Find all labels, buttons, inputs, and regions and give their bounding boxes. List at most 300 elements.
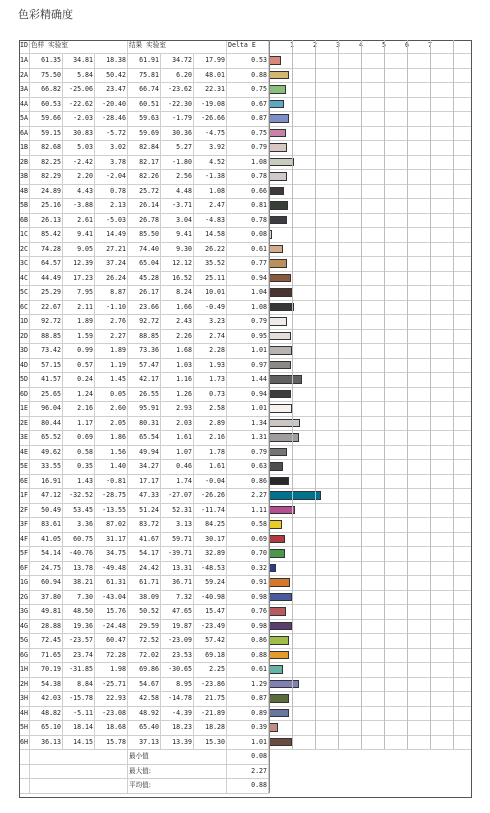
result-lab-value: 14.58: [194, 227, 227, 242]
sample-lab-value: 30.83: [63, 126, 95, 141]
result-lab-value: 3.04: [161, 213, 194, 228]
sample-lab-value: 3.02: [95, 140, 128, 155]
sample-lab-value: 26.13: [30, 213, 63, 228]
result-lab-value: 0.73: [194, 387, 227, 402]
patch-id: 1D: [19, 314, 30, 329]
sample-lab-value: -40.76: [63, 546, 95, 561]
sample-lab-value: 9.05: [63, 242, 95, 257]
delta-e-value: 1.01: [227, 401, 269, 416]
result-lab-value: -30.65: [161, 662, 194, 677]
table-row: [19, 53, 472, 69]
sample-lab-value: 65.10: [30, 720, 63, 735]
sample-lab-value: 73.42: [30, 343, 63, 358]
result-lab-value: 34.27: [128, 459, 161, 474]
result-lab-value: 59.71: [161, 532, 194, 547]
result-lab-value: 57.47: [128, 358, 161, 373]
sample-lab-value: 42.03: [30, 691, 63, 706]
result-lab-value: -14.78: [161, 691, 194, 706]
sample-lab-value: 2.05: [95, 416, 128, 431]
delta-e-bar: [269, 578, 290, 587]
result-lab-value: -23.86: [194, 677, 227, 692]
table-row: [19, 242, 472, 258]
sample-lab-value: -20.40: [95, 97, 128, 112]
sample-lab-value: 1.43: [63, 474, 95, 489]
sample-lab-value: 0.24: [63, 372, 95, 387]
sample-lab-value: 15.76: [95, 604, 128, 619]
sample-lab-value: 49.81: [30, 604, 63, 619]
sample-lab-value: -5.03: [95, 213, 128, 228]
patch-id: 1C: [19, 227, 30, 242]
result-lab-value: 88.85: [128, 329, 161, 344]
sample-lab-value: 48.82: [30, 706, 63, 721]
delta-e-bar: [269, 201, 288, 210]
delta-e-value: 0.91: [227, 575, 269, 590]
delta-e-value: 0.67: [227, 97, 269, 112]
sample-lab-value: -28.75: [95, 488, 128, 503]
delta-e-value: 0.66: [227, 184, 269, 199]
table-row: [19, 372, 472, 388]
delta-e-bar: [269, 506, 295, 515]
page-title: 色彩精确度: [18, 8, 73, 21]
result-lab-value: 1.61: [194, 459, 227, 474]
patch-id: 6F: [19, 561, 30, 576]
patch-id: 4E: [19, 445, 30, 460]
delta-e-bar: [269, 549, 285, 558]
sample-lab-value: 75.50: [30, 68, 63, 83]
table-row: [19, 474, 472, 490]
sample-lab-value: 80.44: [30, 416, 63, 431]
patch-id: 3E: [19, 430, 30, 445]
result-lab-value: 66.74: [128, 82, 161, 97]
result-lab-value: -23.49: [194, 619, 227, 634]
delta-e-bar: [269, 636, 289, 645]
delta-e-bar: [269, 114, 289, 123]
result-lab-value: 26.78: [128, 213, 161, 228]
delta-e-bar: [269, 651, 289, 660]
patch-id: 4F: [19, 532, 30, 547]
sample-lab-value: -2.04: [95, 169, 128, 184]
result-lab-value: 42.58: [128, 691, 161, 706]
result-lab-value: 2.43: [161, 314, 194, 329]
sample-lab-value: 60.53: [30, 97, 63, 112]
result-lab-value: 1.73: [194, 372, 227, 387]
sample-lab-value: 61.31: [95, 575, 128, 590]
chart-left-edge: [269, 40, 270, 793]
header-delta-e: Delta E: [227, 40, 269, 53]
result-lab-value: 60.51: [128, 97, 161, 112]
delta-e-value: 1.01: [227, 343, 269, 358]
result-lab-value: 1.78: [194, 445, 227, 460]
result-lab-value: 61.71: [128, 575, 161, 590]
table-row: [19, 546, 472, 562]
patch-id: 1B: [19, 140, 30, 155]
patch-id: 2C: [19, 242, 30, 257]
table-row: [19, 604, 472, 620]
table-row: [19, 82, 472, 98]
sample-lab-value: 18.14: [63, 720, 95, 735]
result-lab-value: 19.87: [161, 619, 194, 634]
patch-id: 5E: [19, 459, 30, 474]
table-row: [19, 445, 472, 461]
result-lab-value: 1.68: [161, 343, 194, 358]
sample-lab-value: 5.03: [63, 140, 95, 155]
result-lab-value: 10.01: [194, 285, 227, 300]
delta-e-bar: [269, 564, 276, 573]
sample-lab-value: 25.29: [30, 285, 63, 300]
sample-lab-value: 8.84: [63, 677, 95, 692]
result-lab-value: -1.38: [194, 169, 227, 184]
table-row: [19, 213, 472, 229]
delta-e-value: 0.97: [227, 358, 269, 373]
sample-lab-value: 50.49: [30, 503, 63, 518]
sample-lab-value: -25.71: [95, 677, 128, 692]
delta-e-bar: [269, 317, 287, 326]
delta-e-value: 0.79: [227, 314, 269, 329]
delta-e-bar: [269, 404, 292, 413]
table-row: [19, 416, 472, 432]
delta-e-value: 0.53: [227, 53, 269, 68]
result-lab-value: 59.69: [128, 126, 161, 141]
sample-lab-value: 12.39: [63, 256, 95, 271]
patch-id: 6C: [19, 300, 30, 315]
sample-lab-value: 18.68: [95, 720, 128, 735]
sample-lab-value: 25.16: [30, 198, 63, 213]
result-lab-value: 2.58: [194, 401, 227, 416]
delta-e-value: 1.44: [227, 372, 269, 387]
axis-tick-label: 2: [313, 41, 317, 49]
sample-lab-value: -23.57: [63, 633, 95, 648]
summary-blank-cell: [30, 778, 128, 793]
result-lab-value: 24.42: [128, 561, 161, 576]
delta-e-bar: [269, 723, 278, 732]
sample-lab-value: 34.75: [95, 546, 128, 561]
sample-lab-value: 72.28: [95, 648, 128, 663]
sample-lab-value: -49.48: [95, 561, 128, 576]
sample-lab-value: 87.02: [95, 517, 128, 532]
sample-lab-value: 26.24: [95, 271, 128, 286]
delta-e-bar: [269, 274, 291, 283]
axis-tick-label: 4: [359, 41, 363, 49]
result-lab-value: 2.16: [194, 430, 227, 445]
sample-lab-value: 74.28: [30, 242, 63, 257]
result-lab-value: 1.08: [194, 184, 227, 199]
sample-lab-value: 41.57: [30, 372, 63, 387]
sample-lab-value: 57.15: [30, 358, 63, 373]
sample-lab-value: -2.03: [63, 111, 95, 126]
table-row: [19, 300, 472, 316]
result-lab-value: -40.98: [194, 590, 227, 605]
delta-e-value: 1.08: [227, 300, 269, 315]
result-lab-value: 36.71: [161, 575, 194, 590]
sample-lab-value: 59.15: [30, 126, 63, 141]
sample-lab-value: 1.89: [63, 314, 95, 329]
result-lab-value: -4.39: [161, 706, 194, 721]
sample-lab-value: 48.50: [63, 604, 95, 619]
table-row: [19, 111, 472, 127]
result-lab-value: 0.46: [161, 459, 194, 474]
delta-e-value: 0.98: [227, 619, 269, 634]
result-lab-value: 3.23: [194, 314, 227, 329]
result-lab-value: 26.55: [128, 387, 161, 402]
result-lab-value: 54.17: [128, 546, 161, 561]
sample-lab-value: 96.04: [30, 401, 63, 416]
result-lab-value: 1.16: [161, 372, 194, 387]
patch-id: 2B: [19, 155, 30, 170]
result-lab-value: 35.52: [194, 256, 227, 271]
result-lab-value: 32.89: [194, 546, 227, 561]
delta-e-bar: [269, 535, 285, 544]
summary-row: [19, 749, 269, 765]
sample-lab-value: 24.89: [30, 184, 63, 199]
result-lab-value: 92.72: [128, 314, 161, 329]
table-row: [19, 735, 472, 751]
result-lab-value: 1.66: [161, 300, 194, 315]
delta-e-value: 1.04: [227, 285, 269, 300]
result-lab-value: -26.66: [194, 111, 227, 126]
sample-lab-value: 31.17: [95, 532, 128, 547]
patch-id: 5G: [19, 633, 30, 648]
color-accuracy-table: [19, 40, 472, 798]
delta-e-value: 0.88: [227, 648, 269, 663]
table-row: [19, 285, 472, 301]
result-lab-value: 52.31: [161, 503, 194, 518]
result-lab-value: -0.49: [194, 300, 227, 315]
sample-lab-value: 82.25: [30, 155, 63, 170]
patch-id: 3G: [19, 604, 30, 619]
result-lab-value: 75.81: [128, 68, 161, 83]
patch-id: 6E: [19, 474, 30, 489]
result-lab-value: 2.93: [161, 401, 194, 416]
sample-lab-value: -2.42: [63, 155, 95, 170]
delta-e-bar: [269, 491, 321, 500]
result-lab-value: 38.09: [128, 590, 161, 605]
summary-value: 2.27: [227, 764, 269, 779]
delta-e-bar: [269, 346, 292, 355]
delta-e-value: 0.39: [227, 720, 269, 735]
table-row: [19, 662, 472, 678]
sample-lab-value: 9.41: [63, 227, 95, 242]
result-lab-value: 69.18: [194, 648, 227, 663]
result-lab-value: 5.27: [161, 140, 194, 155]
sample-lab-value: 25.65: [30, 387, 63, 402]
sample-lab-value: -3.88: [63, 198, 95, 213]
table-row: [19, 271, 472, 287]
header-result: 结果 实验室: [128, 40, 227, 53]
sample-lab-value: 92.72: [30, 314, 63, 329]
sample-lab-value: 14.49: [95, 227, 128, 242]
sample-lab-value: 37.24: [95, 256, 128, 271]
sample-lab-value: 2.11: [63, 300, 95, 315]
table-row: [19, 720, 472, 736]
table-row: [19, 561, 472, 577]
result-lab-value: 47.65: [161, 604, 194, 619]
sample-lab-value: -1.10: [95, 300, 128, 315]
sample-lab-value: 23.47: [95, 82, 128, 97]
result-lab-value: 4.52: [194, 155, 227, 170]
result-lab-value: 42.17: [128, 372, 161, 387]
result-lab-value: 30.17: [194, 532, 227, 547]
axis-tick-label: 1: [290, 41, 294, 49]
delta-e-value: 0.69: [227, 532, 269, 547]
delta-e-value: 0.95: [227, 329, 269, 344]
table-row: [19, 590, 472, 606]
patch-id: 4C: [19, 271, 30, 286]
patch-id: 1F: [19, 488, 30, 503]
result-lab-value: 41.67: [128, 532, 161, 547]
patch-id: 3B: [19, 169, 30, 184]
table-row: [19, 459, 472, 475]
sample-lab-value: 2.27: [95, 329, 128, 344]
result-lab-value: -23.09: [161, 633, 194, 648]
result-lab-value: 12.12: [161, 256, 194, 271]
result-lab-value: 26.22: [194, 242, 227, 257]
table-row: [19, 169, 472, 185]
result-lab-value: 59.24: [194, 575, 227, 590]
delta-e-bar: [269, 680, 299, 689]
patch-id: 3D: [19, 343, 30, 358]
result-lab-value: 13.31: [161, 561, 194, 576]
table-row: [19, 140, 472, 156]
sample-lab-value: -32.52: [63, 488, 95, 503]
result-lab-value: 25.72: [128, 184, 161, 199]
sample-lab-value: 16.91: [30, 474, 63, 489]
sample-lab-value: 54.14: [30, 546, 63, 561]
delta-e-bar: [269, 245, 283, 254]
patch-id: 2D: [19, 329, 30, 344]
table-row: [19, 488, 472, 504]
sample-lab-value: -0.81: [95, 474, 128, 489]
patch-id: 1A: [19, 53, 30, 68]
result-lab-value: 84.25: [194, 517, 227, 532]
delta-e-value: 0.79: [227, 140, 269, 155]
result-lab-value: 13.39: [161, 735, 194, 750]
result-lab-value: 34.72: [161, 53, 194, 68]
result-lab-value: 1.74: [161, 474, 194, 489]
sample-lab-value: 18.38: [95, 53, 128, 68]
sample-lab-value: 88.85: [30, 329, 63, 344]
result-lab-value: 9.41: [161, 227, 194, 242]
chart-gridline: [338, 40, 339, 749]
result-lab-value: 2.89: [194, 416, 227, 431]
table-row: [19, 575, 472, 591]
sample-lab-value: 70.19: [30, 662, 63, 677]
sample-lab-value: 1.89: [95, 343, 128, 358]
result-lab-value: 82.17: [128, 155, 161, 170]
sample-lab-value: 0.57: [63, 358, 95, 373]
delta-e-bar: [269, 158, 294, 167]
result-lab-value: 2.26: [161, 329, 194, 344]
result-lab-value: 61.91: [128, 53, 161, 68]
result-lab-value: 4.48: [161, 184, 194, 199]
sample-lab-value: 1.24: [63, 387, 95, 402]
sample-lab-value: 2.61: [63, 213, 95, 228]
summary-blank-cell: [19, 749, 30, 764]
delta-e-value: 0.70: [227, 546, 269, 561]
result-lab-value: 25.11: [194, 271, 227, 286]
result-lab-value: 3.13: [161, 517, 194, 532]
result-lab-value: 1.61: [161, 430, 194, 445]
delta-e-bar: [269, 85, 286, 94]
table-row: [19, 387, 472, 403]
summary-row: [19, 764, 269, 780]
result-lab-value: 2.74: [194, 329, 227, 344]
delta-e-value: 0.08: [227, 227, 269, 242]
sample-lab-value: 61.35: [30, 53, 63, 68]
sample-lab-value: 1.59: [63, 329, 95, 344]
table-row: [19, 227, 472, 243]
result-lab-value: 6.20: [161, 68, 194, 83]
result-lab-value: 83.72: [128, 517, 161, 532]
sample-lab-value: 0.58: [63, 445, 95, 460]
delta-e-bar: [269, 361, 291, 370]
sample-lab-value: 7.95: [63, 285, 95, 300]
sample-lab-value: 0.05: [95, 387, 128, 402]
delta-e-bar: [269, 709, 289, 718]
result-lab-value: -1.79: [161, 111, 194, 126]
sample-lab-value: -13.55: [95, 503, 128, 518]
axis-tick-label: 6: [405, 41, 409, 49]
result-lab-value: 65.40: [128, 720, 161, 735]
delta-e-value: 0.94: [227, 387, 269, 402]
table-row: [19, 198, 472, 214]
result-lab-value: -3.71: [161, 198, 194, 213]
sample-lab-value: 0.69: [63, 430, 95, 445]
delta-e-bar: [269, 56, 281, 65]
delta-e-bar: [269, 390, 291, 399]
header-id: ID: [19, 40, 30, 53]
result-lab-value: 80.31: [128, 416, 161, 431]
delta-e-bar: [269, 738, 292, 747]
sample-lab-value: 23.74: [63, 648, 95, 663]
delta-e-value: 0.79: [227, 445, 269, 460]
summary-blank-cell: [30, 749, 128, 764]
delta-e-value: 0.86: [227, 474, 269, 489]
sample-lab-value: 59.66: [30, 111, 63, 126]
result-lab-value: 29.59: [128, 619, 161, 634]
result-lab-value: 65.04: [128, 256, 161, 271]
table-row: [19, 532, 472, 548]
delta-e-bar: [269, 448, 287, 457]
patch-id: 5D: [19, 372, 30, 387]
sample-lab-value: 82.29: [30, 169, 63, 184]
result-lab-value: -11.74: [194, 503, 227, 518]
result-lab-value: 2.25: [194, 662, 227, 677]
table-row: [19, 155, 472, 171]
delta-e-value: 0.76: [227, 604, 269, 619]
result-lab-value: 51.24: [128, 503, 161, 518]
result-lab-value: 49.94: [128, 445, 161, 460]
sample-lab-value: 14.15: [63, 735, 95, 750]
sample-lab-value: 1.98: [95, 662, 128, 677]
summary-label: 平均值:: [128, 778, 227, 793]
result-lab-value: 3.92: [194, 140, 227, 155]
patch-id: 1G: [19, 575, 30, 590]
sample-lab-value: 1.86: [95, 430, 128, 445]
patch-id: 6B: [19, 213, 30, 228]
result-lab-value: 37.13: [128, 735, 161, 750]
sample-lab-value: 15.78: [95, 735, 128, 750]
sample-lab-value: -28.46: [95, 111, 128, 126]
sample-lab-value: 37.80: [30, 590, 63, 605]
result-lab-value: 23.53: [161, 648, 194, 663]
delta-e-bar: [269, 694, 289, 703]
result-lab-value: 15.30: [194, 735, 227, 750]
table-row: [19, 503, 472, 519]
sample-lab-value: 41.05: [30, 532, 63, 547]
result-lab-value: -19.08: [194, 97, 227, 112]
delta-e-bar: [269, 143, 287, 152]
result-lab-value: -27.07: [161, 488, 194, 503]
